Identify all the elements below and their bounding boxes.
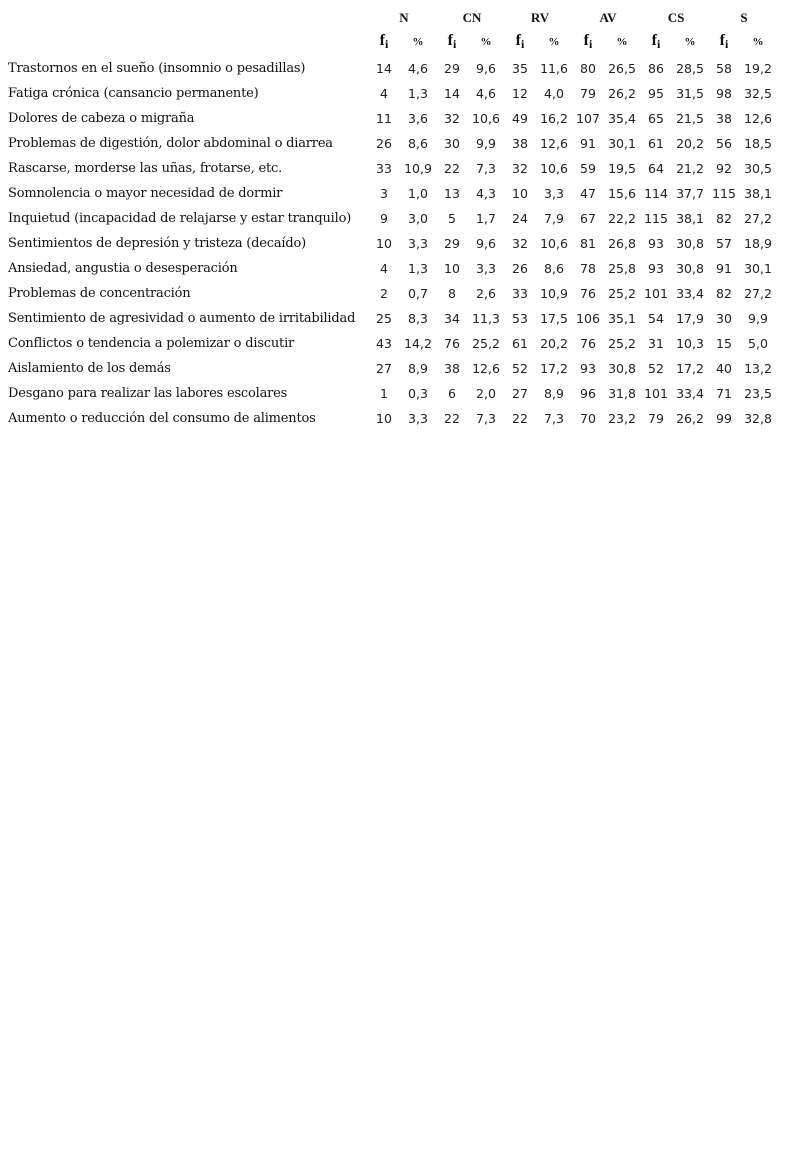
frequency-cell: 114 [644, 186, 668, 201]
percent-cell: 26,5 [608, 61, 636, 76]
freq-subscript: i [656, 37, 661, 51]
symptom-label: Inquietud (incapacidad de relajarse y estar tranquilo) [8, 211, 352, 226]
percent-cell: 3,6 [408, 111, 428, 126]
group-header: CN [462, 10, 482, 25]
freq-header [574, 28, 602, 56]
empty-corner [4, 28, 370, 56]
percent-cell: 8,6 [408, 136, 428, 151]
freq-symbol: f [447, 32, 453, 49]
frequency-cell: 59 [580, 161, 596, 176]
percent-cell: 2,6 [476, 286, 496, 301]
percent-cell: 26,2 [676, 411, 704, 426]
percent-cell: 26,8 [608, 236, 636, 251]
percent-cell: 9,6 [476, 61, 496, 76]
frequency-cell: 43 [376, 336, 392, 351]
percent-cell: 3,3 [476, 261, 496, 276]
frequency-cell: 22 [444, 411, 460, 426]
table-row [4, 281, 778, 306]
frequency-cell: 10 [376, 236, 392, 251]
table-row [4, 81, 778, 106]
frequency-cell: 30 [444, 136, 460, 151]
frequency-cell: 56 [716, 136, 732, 151]
symptom-label: Ansiedad, angustia o desesperación [8, 261, 238, 276]
frequency-cell: 99 [716, 411, 732, 426]
percent-cell: 11,6 [540, 61, 568, 76]
frequency-cell: 78 [580, 261, 596, 276]
percent-cell: 9,9 [476, 136, 496, 151]
percent-cell: 10,3 [676, 336, 704, 351]
frequency-cell: 107 [576, 111, 600, 126]
frequency-cell: 82 [716, 211, 732, 226]
percent-cell: 7,3 [476, 411, 496, 426]
percent-cell: 8,9 [544, 386, 564, 401]
freq-symbol: f [379, 32, 385, 49]
frequency-cell: 10 [376, 411, 392, 426]
frequency-cell: 93 [648, 261, 664, 276]
symptom-label: Aislamiento de los demás [8, 361, 171, 376]
frequency-cell: 4 [380, 261, 388, 276]
percent-cell: 38,1 [744, 186, 772, 201]
frequency-cell: 106 [576, 311, 600, 326]
table-row [4, 156, 778, 181]
percent-cell: 32,8 [744, 411, 772, 426]
percent-cell: 33,4 [676, 386, 704, 401]
percent-cell: 37,7 [676, 186, 704, 201]
percent-cell: 18,5 [744, 136, 772, 151]
percent-cell: 3,3 [408, 236, 428, 251]
frequency-cell: 52 [648, 361, 664, 376]
percent-cell: 22,2 [608, 211, 636, 226]
frequency-cell: 14 [444, 86, 460, 101]
freq-subscript: i [724, 37, 729, 51]
percent-cell: 30,1 [608, 136, 636, 151]
percent-cell: 10,6 [540, 236, 568, 251]
frequency-cell: 71 [716, 386, 732, 401]
percent-cell: 23,5 [744, 386, 772, 401]
percent-cell: 4,6 [408, 61, 428, 76]
symptom-label: Somnolencia o mayor necesidad de dormir [8, 186, 283, 201]
percent-cell: 15,6 [608, 186, 636, 201]
percent-cell: 25,2 [472, 336, 500, 351]
percent-cell: 3,3 [544, 186, 564, 201]
percent-cell: 0,3 [408, 386, 428, 401]
freq-symbol: f [515, 32, 521, 49]
frequency-cell: 96 [580, 386, 596, 401]
percent-cell: 25,2 [608, 336, 636, 351]
percent-cell: 21,2 [676, 161, 704, 176]
frequency-cell: 10 [512, 186, 528, 201]
frequency-cell: 22 [512, 411, 528, 426]
percent-cell: 1,3 [408, 261, 428, 276]
frequency-cell: 67 [580, 211, 596, 226]
percent-cell: 30,8 [676, 261, 704, 276]
percent-cell: 20,2 [540, 336, 568, 351]
frequency-cell: 24 [512, 211, 528, 226]
percent-cell: 8,9 [408, 361, 428, 376]
table-row [4, 181, 778, 206]
percent-cell: 26,2 [608, 86, 636, 101]
percent-cell: 17,5 [540, 311, 568, 326]
frequency-cell: 30 [716, 311, 732, 326]
table-row [4, 106, 778, 131]
percent-cell: 3,3 [408, 411, 428, 426]
frequency-cell: 49 [512, 111, 528, 126]
percent-cell: 28,5 [676, 61, 704, 76]
percent-cell: 30,8 [676, 236, 704, 251]
sub-header-row [4, 28, 778, 56]
percent-header: % [480, 36, 492, 48]
percent-cell: 0,7 [408, 286, 428, 301]
freq-symbol: f [651, 32, 657, 49]
percent-cell: 10,6 [540, 161, 568, 176]
percent-cell: 2,0 [476, 386, 496, 401]
table-row [4, 131, 778, 156]
frequency-cell: 12 [512, 86, 528, 101]
freq-header [642, 28, 670, 56]
percent-cell: 10,9 [540, 286, 568, 301]
percent-cell: 5,0 [748, 336, 768, 351]
freq-header [710, 28, 738, 56]
symptom-label: Desgano para realizar las labores escolares [8, 386, 288, 401]
frequency-cell: 27 [376, 361, 392, 376]
percent-header: % [548, 36, 560, 48]
table-row [4, 381, 778, 406]
table-row [4, 206, 778, 231]
percent-cell: 7,3 [544, 411, 564, 426]
percent-cell: 11,3 [472, 311, 500, 326]
frequency-cell: 9 [380, 211, 388, 226]
freq-header [370, 28, 398, 56]
frequency-cell: 92 [716, 161, 732, 176]
frequency-cell: 61 [512, 336, 528, 351]
freq-header [438, 28, 466, 56]
frequency-cell: 35 [512, 61, 528, 76]
percent-cell: 7,3 [476, 161, 496, 176]
frequency-cell: 22 [444, 161, 460, 176]
symptom-label: Rascarse, morderse las uñas, frotarse, etc. [8, 161, 283, 176]
percent-cell: 14,2 [404, 336, 432, 351]
frequency-cell: 47 [580, 186, 596, 201]
group-header: CS [667, 10, 685, 25]
percent-cell: 19,5 [608, 161, 636, 176]
frequency-cell: 115 [712, 186, 736, 201]
frequency-cell: 53 [512, 311, 528, 326]
frequency-cell: 26 [376, 136, 392, 151]
frequency-cell: 29 [444, 61, 460, 76]
percent-cell: 8,6 [544, 261, 564, 276]
percent-cell: 30,1 [744, 261, 772, 276]
freq-subscript: i [520, 37, 525, 51]
frequency-cell: 10 [444, 261, 460, 276]
frequency-cell: 38 [512, 136, 528, 151]
symptom-label: Dolores de cabeza o migraña [8, 111, 195, 126]
symptom-label: Sentimientos de depresión y tristeza (decaído) [8, 236, 307, 251]
percent-cell: 8,3 [408, 311, 428, 326]
percent-cell: 33,4 [676, 286, 704, 301]
frequency-cell: 86 [648, 61, 664, 76]
symptoms-frequency-table [4, 8, 778, 431]
symptom-label: Aumento o reducción del consumo de alimentos [8, 411, 316, 426]
frequency-cell: 31 [648, 336, 664, 351]
percent-cell: 9,9 [748, 311, 768, 326]
percent-cell: 31,5 [676, 86, 704, 101]
frequency-cell: 2 [380, 286, 388, 301]
percent-cell: 10,6 [472, 111, 500, 126]
frequency-cell: 70 [580, 411, 596, 426]
frequency-cell: 93 [580, 361, 596, 376]
percent-header: % [412, 36, 424, 48]
symptom-label: Problemas de concentración [8, 286, 191, 301]
percent-cell: 3,0 [408, 211, 428, 226]
percent-cell: 16,2 [540, 111, 568, 126]
percent-cell: 1,3 [408, 86, 428, 101]
percent-header: % [616, 36, 628, 48]
symptom-label: Trastornos en el sueño (insomnio o pesadillas) [8, 61, 306, 76]
frequency-cell: 15 [716, 336, 732, 351]
frequency-cell: 8 [448, 286, 456, 301]
frequency-cell: 25 [376, 311, 392, 326]
frequency-cell: 82 [716, 286, 732, 301]
frequency-cell: 4 [380, 86, 388, 101]
frequency-cell: 11 [376, 111, 392, 126]
frequency-cell: 79 [580, 86, 596, 101]
percent-cell: 1,0 [408, 186, 428, 201]
frequency-cell: 64 [648, 161, 664, 176]
percent-cell: 1,7 [476, 211, 496, 226]
frequency-cell: 6 [448, 386, 456, 401]
percent-cell: 38,1 [676, 211, 704, 226]
frequency-cell: 32 [444, 111, 460, 126]
frequency-cell: 13 [444, 186, 460, 201]
frequency-cell: 54 [648, 311, 664, 326]
frequency-cell: 80 [580, 61, 596, 76]
frequency-cell: 27 [512, 386, 528, 401]
frequency-cell: 33 [376, 161, 392, 176]
freq-symbol: f [719, 32, 725, 49]
freq-subscript: i [588, 37, 593, 51]
frequency-cell: 61 [648, 136, 664, 151]
frequency-cell: 101 [644, 286, 668, 301]
freq-header [506, 28, 534, 56]
frequency-cell: 5 [448, 211, 456, 226]
frequency-cell: 38 [716, 111, 732, 126]
percent-cell: 13,2 [744, 361, 772, 376]
frequency-cell: 57 [716, 236, 732, 251]
symptom-label: Problemas de digestión, dolor abdominal o diarrea [8, 136, 333, 151]
frequency-cell: 52 [512, 361, 528, 376]
table-row [4, 231, 778, 256]
frequency-cell: 93 [648, 236, 664, 251]
frequency-cell: 14 [376, 61, 392, 76]
percent-cell: 20,2 [676, 136, 704, 151]
table-row [4, 306, 778, 331]
percent-cell: 18,9 [744, 236, 772, 251]
frequency-cell: 91 [580, 136, 596, 151]
percent-header: % [684, 36, 696, 48]
freq-symbol: f [583, 32, 589, 49]
percent-cell: 17,9 [676, 311, 704, 326]
percent-cell: 7,9 [544, 211, 564, 226]
percent-cell: 30,5 [744, 161, 772, 176]
table-body [4, 56, 778, 431]
frequency-cell: 1 [380, 386, 388, 401]
frequency-cell: 95 [648, 86, 664, 101]
table-row [4, 331, 778, 356]
percent-cell: 31,8 [608, 386, 636, 401]
group-header: RV [530, 10, 550, 25]
frequency-cell: 58 [716, 61, 732, 76]
frequency-cell: 81 [580, 236, 596, 251]
percent-cell: 10,9 [404, 161, 432, 176]
symptom-label: Fatiga crónica (cansancio permanente) [8, 86, 259, 101]
frequency-cell: 76 [444, 336, 460, 351]
percent-cell: 4,3 [476, 186, 496, 201]
table-row [4, 256, 778, 281]
percent-cell: 32,5 [744, 86, 772, 101]
frequency-cell: 29 [444, 236, 460, 251]
percent-cell: 25,8 [608, 261, 636, 276]
table-row [4, 356, 778, 381]
symptom-label: Sentimiento de agresividad o aumento de irritabilidad [8, 311, 356, 326]
frequency-cell: 3 [380, 186, 388, 201]
frequency-cell: 26 [512, 261, 528, 276]
frequency-cell: 76 [580, 286, 596, 301]
percent-header: % [752, 36, 764, 48]
frequency-cell: 32 [512, 236, 528, 251]
frequency-cell: 76 [580, 336, 596, 351]
percent-cell: 35,1 [608, 311, 636, 326]
frequency-cell: 34 [444, 311, 460, 326]
percent-cell: 17,2 [676, 361, 704, 376]
frequency-cell: 115 [644, 211, 668, 226]
percent-cell: 12,6 [472, 361, 500, 376]
percent-cell: 19,2 [744, 61, 772, 76]
percent-cell: 23,2 [608, 411, 636, 426]
percent-cell: 35,4 [608, 111, 636, 126]
frequency-cell: 65 [648, 111, 664, 126]
group-header: AV [599, 10, 617, 25]
percent-cell: 12,6 [540, 136, 568, 151]
table-row [4, 406, 778, 431]
percent-cell: 9,6 [476, 236, 496, 251]
group-header-row [4, 8, 778, 28]
percent-cell: 30,8 [608, 361, 636, 376]
frequency-cell: 101 [644, 386, 668, 401]
freq-subscript: i [452, 37, 457, 51]
percent-cell: 4,0 [544, 86, 564, 101]
percent-cell: 4,6 [476, 86, 496, 101]
table-row [4, 56, 778, 81]
percent-cell: 25,2 [608, 286, 636, 301]
frequency-cell: 91 [716, 261, 732, 276]
empty-corner [4, 8, 370, 28]
frequency-cell: 33 [512, 286, 528, 301]
percent-cell: 27,2 [744, 286, 772, 301]
frequency-cell: 79 [648, 411, 664, 426]
frequency-cell: 98 [716, 86, 732, 101]
percent-cell: 27,2 [744, 211, 772, 226]
freq-subscript: i [384, 37, 389, 51]
frequency-cell: 40 [716, 361, 732, 376]
frequency-cell: 32 [512, 161, 528, 176]
group-header: N [399, 10, 409, 25]
percent-cell: 12,6 [744, 111, 772, 126]
group-header: S [740, 10, 748, 25]
frequency-cell: 38 [444, 361, 460, 376]
percent-cell: 21,5 [676, 111, 704, 126]
symptom-label: Conflictos o tendencia a polemizar o discutir [8, 336, 295, 351]
percent-cell: 17,2 [540, 361, 568, 376]
